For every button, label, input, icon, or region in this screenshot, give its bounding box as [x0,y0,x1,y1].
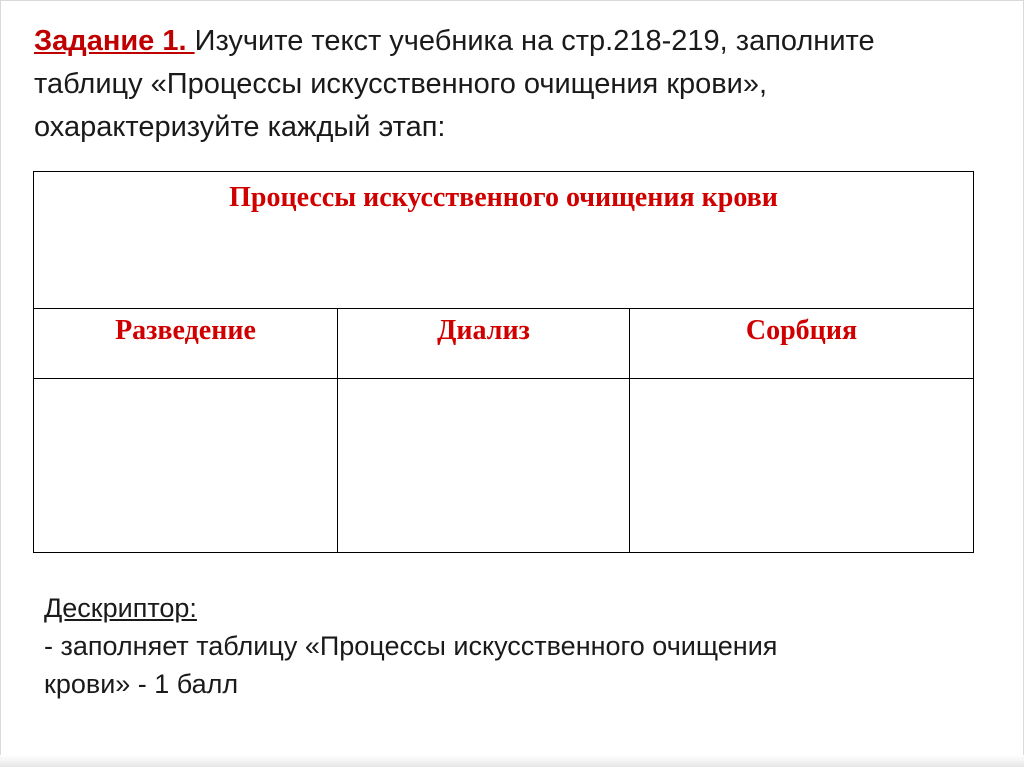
body-cell-dilution [34,379,338,552]
body-cell-dialysis [338,379,630,552]
header-cell-dialysis [338,309,630,378]
descriptor-label: Дескриптор: [44,593,197,623]
descriptor-line-2: крови» - 1 балл [44,669,239,699]
body-cell-sorption [630,379,973,552]
header-cell-dilution [34,309,338,378]
task-text-1: Изучите текст учебника на стр.218-219, заполните [194,25,875,57]
header-label-dialysis: Диализ [437,315,530,346]
task-line-1 [34,20,994,63]
task-line-3: охарактеризуйте каждый этап: [34,111,446,143]
descriptor [44,589,984,703]
header-cell-sorption [630,309,973,378]
task-instructions [34,20,994,149]
table-title-row [34,172,973,309]
header-label-dilution: Разведение [115,315,256,346]
table-body-row [34,379,973,552]
header-label-sorption: Сорбция [745,315,858,346]
processes-table [33,171,974,553]
task-label: Задание 1. [34,25,195,57]
table-header-row [34,309,973,379]
table-title: Процессы искусственного очищения крови [229,182,778,213]
descriptor-line-1: - заполняет таблицу «Процессы искусственного очищения [44,631,778,661]
slide-shadow [0,755,1024,767]
task-line-2: таблицу «Процессы искусственного очищения крови», [34,68,768,100]
